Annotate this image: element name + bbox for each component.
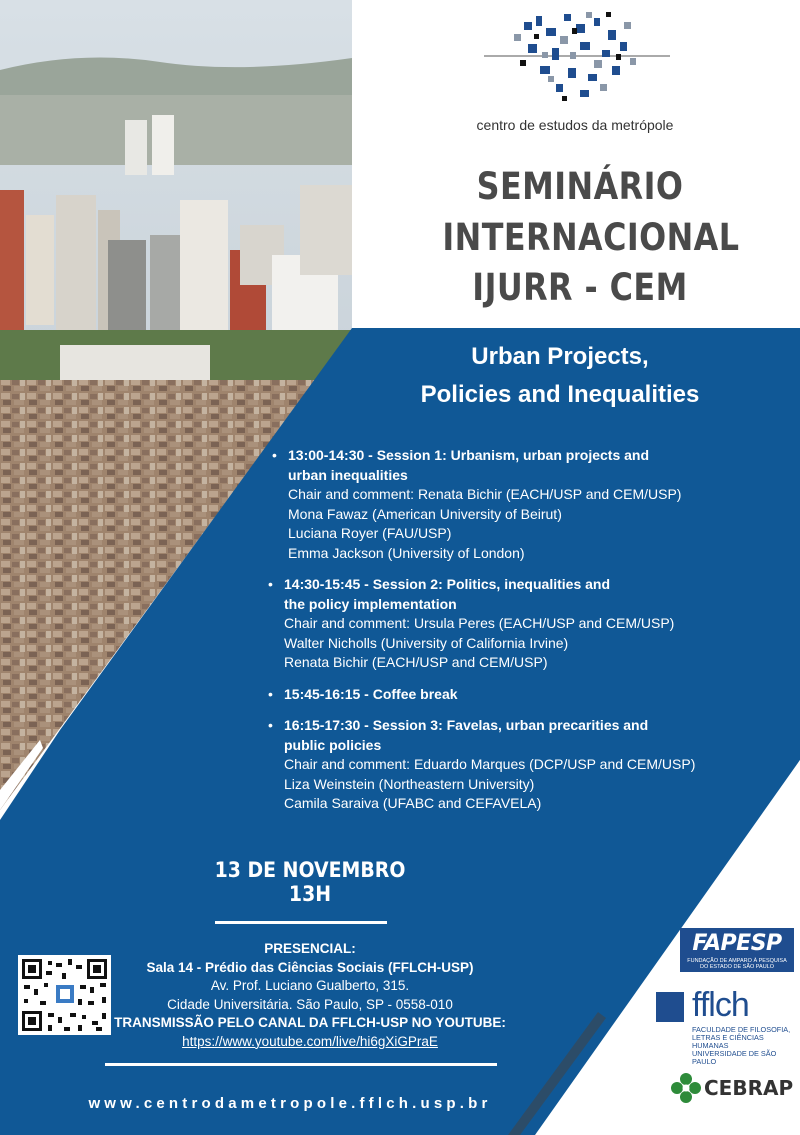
session-heading: urban inequalities [288,466,408,483]
fflch-name: fflch [692,986,749,1024]
fflch-tagline-line: UNIVERSIDADE DE SÃO PAULO [692,1049,777,1066]
website-url[interactable]: www.centrodametropole.fflch.usp.br [88,1095,492,1112]
venue-address-1: Av. Prof. Luciano Gualberto, 315. [210,978,410,993]
cem-logo-icon [484,8,670,108]
cebrap-flower-icon [670,1072,702,1104]
session-heading: public policies [284,736,382,753]
session-item [270,446,790,563]
session-speaker: Mona Fawaz (American University of Beirut) [288,505,562,522]
venue-block [110,940,510,1051]
fapesp-name: FAPESP [692,931,782,956]
session-item [266,575,790,673]
session-chair: Chair and comment: Eduardo Marques (DCP/USP and CEM/USP) [284,756,696,772]
session-heading: • 16:15-17:30 - Session 3: Favelas, urban precarities and [284,717,649,733]
session-speaker: Renata Bichir (EACH/USP and CEM/USP) [284,654,548,670]
session-speaker: Walter Nicholls (University of California Irvine) [284,634,569,651]
stream-link[interactable]: https://www.youtube.com/live/hi6gXiGPraE [182,1033,438,1049]
fflch-tagline [692,1026,800,1066]
session-item [266,716,790,814]
session-heading: the policy implementation [284,595,457,612]
divider [105,1063,497,1066]
qr-code-icon[interactable] [18,955,111,1035]
stream-label: TRANSMISSÃO PELO CANAL DA FFLCH-USP NO YOUTUBE: [114,1015,506,1030]
fapesp-tagline: FUNDAÇÃO DE AMPARO À PESQUISA DO ESTADO DE SÃO PAULO [687,958,787,970]
subtitle-line-2: Policies and Inequalities [420,381,700,408]
divider [215,921,387,924]
organization-name: centro de estudos da metrópole [476,117,674,133]
cebrap-name: CEBRAP [704,1076,794,1100]
presencial-label: PRESENCIAL: [264,941,356,956]
session-speaker: Camila Saraiva (UFABC and CEFAVELA) [284,795,542,811]
title-line-2: INTERNACIONAL [442,216,740,259]
fflch-tagline-line: FACULDADE DE FILOSOFIA, [692,1025,791,1034]
venue-room: Sala 14 - Prédio das Ciências Sociais (FFLCH-USP) [146,959,474,975]
session-speaker: Luciana Royer (FAU/USP) [288,525,452,541]
session-item [266,685,790,705]
fflch-emblem-icon [656,992,684,1022]
title-line-1: SEMINÁRIO [476,165,684,208]
venue-address-2: Cidade Universitária. São Paulo, SP - 0558-010 [167,996,453,1012]
title-line-3: IJURR - CEM [472,266,688,309]
session-chair: Chair and comment: Ursula Peres (EACH/USP and CEM/USP) [284,615,675,631]
fflch-logo [656,986,796,1066]
event-date: 13 DE NOVEMBRO [214,858,406,882]
fapesp-logo [680,928,794,972]
session-list [270,446,790,826]
session-chair: Chair and comment: Renata Bichir (EACH/USP and CEM/USP) [288,486,682,502]
fflch-tagline-line: LETRAS E CIÊNCIAS HUMANAS [692,1033,764,1050]
session-heading: • 13:00-14:30 - Session 1: Urbanism, urban projects and [288,447,650,463]
session-heading: • 14:30-15:45 - Session 2: Politics, inequalities and [284,576,611,592]
session-heading: • 15:45-16:15 - Coffee break [284,685,458,702]
event-time: 13H [288,882,332,906]
cebrap-logo [668,1070,794,1106]
session-speaker: Emma Jackson (University of London) [288,544,525,561]
subtitle-line-1: Urban Projects, [471,343,649,370]
session-speaker: Liza Weinstein (Northeastern University) [284,775,535,792]
